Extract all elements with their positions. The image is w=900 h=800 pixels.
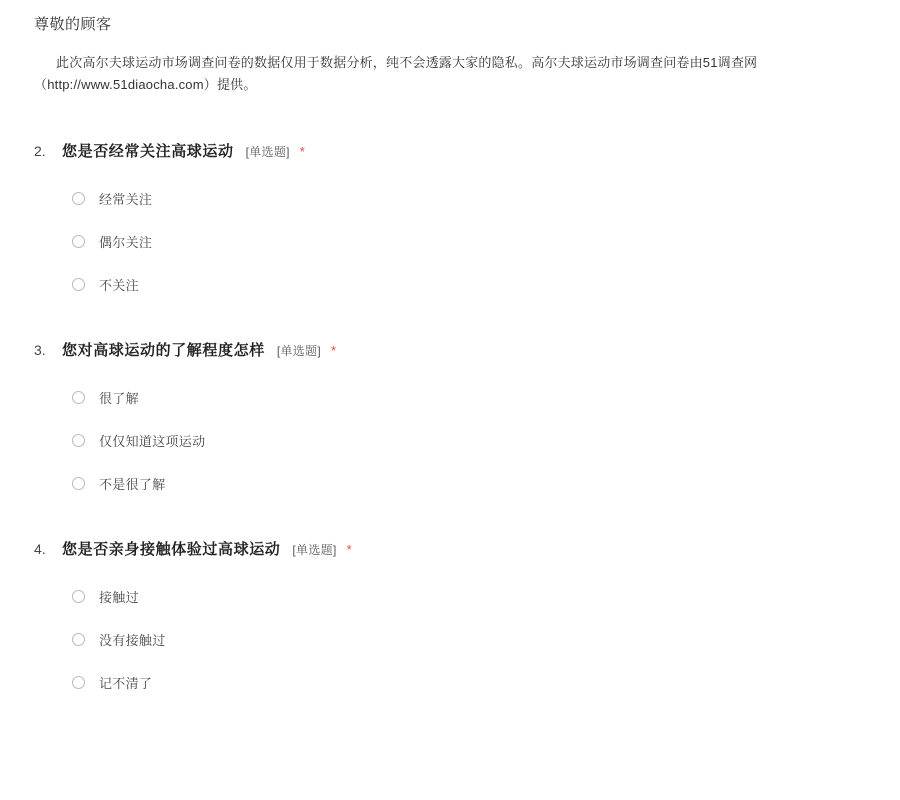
- option-label: 仅仅知道这项运动: [99, 433, 206, 449]
- question-type-tag: [单选题]: [292, 543, 337, 557]
- option-item[interactable]: [72, 429, 205, 451]
- option-item[interactable]: [72, 386, 139, 408]
- radio-icon[interactable]: [72, 235, 85, 248]
- option-item[interactable]: [72, 671, 152, 693]
- intro-title: 尊敬的顾客: [34, 16, 112, 33]
- required-marker: *: [299, 144, 305, 159]
- question-header: [34, 339, 900, 360]
- radio-icon[interactable]: [72, 477, 85, 490]
- option-label: 没有接触过: [99, 632, 166, 648]
- question-type-tag: [单选题]: [276, 344, 321, 358]
- question-number: 2.: [34, 143, 46, 159]
- option-list: [34, 386, 900, 494]
- intro-description: 此次高尔夫球运动市场调查问卷的数据仅用于数据分析，纯不会透露大家的隐私。高尔夫球运动市场调查问卷由51调查网（http://www.51diaocha.com）提供。: [34, 55, 758, 92]
- option-label: 偶尔关注: [99, 234, 153, 250]
- option-item[interactable]: [72, 273, 139, 295]
- option-label: 经常关注: [99, 191, 153, 207]
- radio-icon[interactable]: [72, 391, 85, 404]
- radio-icon[interactable]: [72, 278, 85, 291]
- question-title: 您是否经常关注高球运动: [62, 143, 234, 160]
- required-marker: *: [346, 542, 352, 557]
- option-list: [34, 585, 900, 693]
- option-item[interactable]: [72, 628, 166, 650]
- option-list: [34, 187, 900, 295]
- option-label: 很了解: [99, 390, 139, 406]
- option-label: 不是很了解: [99, 476, 166, 492]
- question-title: 您对高球运动的了解程度怎样: [62, 342, 265, 359]
- radio-icon[interactable]: [72, 590, 85, 603]
- option-item[interactable]: [72, 187, 152, 209]
- option-item[interactable]: [72, 230, 152, 252]
- radio-icon[interactable]: [72, 434, 85, 447]
- option-label: 不关注: [99, 277, 139, 293]
- question-number: 4.: [34, 541, 46, 557]
- option-item[interactable]: [72, 472, 166, 494]
- question-type-tag: [单选题]: [245, 145, 290, 159]
- question-header: [34, 140, 900, 161]
- question-block-3: [0, 339, 900, 494]
- radio-icon[interactable]: [72, 676, 85, 689]
- question-block-4: [0, 538, 900, 693]
- option-item[interactable]: [72, 585, 139, 607]
- radio-icon[interactable]: [72, 633, 85, 646]
- radio-icon[interactable]: [72, 192, 85, 205]
- question-title: 您是否亲身接触体验过高球运动: [62, 541, 281, 558]
- question-header: [34, 538, 900, 559]
- question-number: 3.: [34, 342, 46, 358]
- option-label: 接触过: [99, 589, 139, 605]
- required-marker: *: [330, 343, 337, 358]
- question-block-2: [0, 140, 900, 295]
- option-label: 记不清了: [99, 675, 153, 691]
